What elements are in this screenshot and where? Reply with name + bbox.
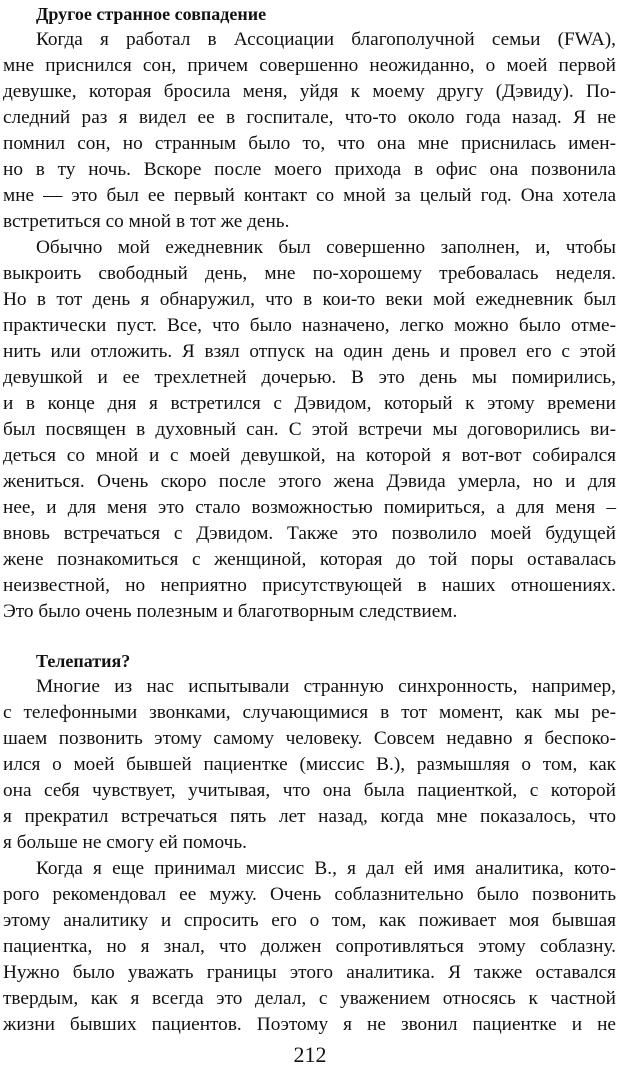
- text-line: жизни бывших пациентов. Поэтому я не звонил пациентке и не: [3, 1014, 616, 1035]
- text-line: она себя чувствует, учитывая, что она была пациенткой, с которой: [3, 780, 616, 801]
- text-line: нее, и для меня это стало возможностью помириться, а для меня –: [3, 497, 616, 518]
- text-line: неизвестной, но неприятно присутствующей в наших отношениях.: [3, 575, 616, 596]
- text-line: Это было очень полезным и благотворным следствием.: [3, 601, 458, 622]
- text-line: шаем позвонить этому самому человеку. Совсем недавно я беспоко-: [3, 728, 616, 749]
- text-line: твердым, как я всегда это делал, с уважением относясь к частной: [3, 988, 616, 1009]
- text-line: помнил сон, но странным было то, что она мне приснилась имен-: [3, 133, 616, 154]
- text-line: с телефонными звонками, случающимися в тот момент, как мы ре-: [3, 702, 616, 723]
- text-line: мне приснился сон, причем совершенно неожиданно, о моей первой: [3, 55, 616, 76]
- text-line: рого рекомендовал ее мужу. Очень соблазнительно было позвонить: [3, 884, 616, 905]
- text-line: встретиться со мной в тот же день.: [3, 211, 290, 232]
- text-line: жене познакомиться с женщиной, которая до той поры оставалась: [3, 549, 616, 570]
- text-line: нить или отложить. Я взял отпуск на один день и провел его с этой: [3, 341, 616, 362]
- page-number: 212: [293, 1042, 327, 1067]
- text-line: деться со мной и с моей девушкой, на которой я вот-вот собирался: [3, 445, 616, 466]
- section-heading-telepathy: Телепатия?: [36, 651, 131, 671]
- text-line: Обычно мой ежедневник был совершенно заполнен, и, чтобы: [36, 237, 616, 258]
- text-line: был посвящен в духовный сан. С этой встречи мы договорились ви-: [3, 419, 616, 440]
- text-line: вновь встречаться с Дэвидом. Также это позволило моей будущей: [3, 523, 616, 544]
- text-line: но в ту ночь. Вскоре после моего прихода в офис она позвонила: [3, 159, 616, 180]
- text-line: Многие из нас испытывали странную синхронность, например,: [36, 676, 616, 697]
- text-line: мне — это был ее первый контакт со мной за целый год. Она хотела: [3, 185, 616, 206]
- text-line: я прекратил встречаться пять лет назад, когда мне показалось, что: [3, 806, 616, 827]
- text-line: выкроить свободный день, мне по-хорошему требовалась неделя.: [3, 263, 616, 284]
- text-line: ился о моей бывшей пациентке (миссис В.), размышляя о том, как: [3, 754, 616, 775]
- text-line: Когда я еще принимал миссис В., я дал ей имя аналитика, кото-: [36, 858, 616, 879]
- text-line: я больше не смогу ей помочь.: [3, 832, 247, 853]
- section-heading-coincidence: Другое странное совпадение: [36, 4, 267, 24]
- text-line: пациентка, но я знал, что должен сопротивляться этому соблазну.: [3, 936, 616, 957]
- text-line: и в конце дня я встретился с Дэвидом, который к этому времени: [3, 393, 616, 414]
- text-line: жениться. Очень скоро после этого жена Дэвида умерла, но и для: [3, 471, 616, 492]
- text-line: этому аналитику и спросить его о том, как поживает моя бывшая: [3, 910, 616, 931]
- text-line: следний раз я видел ее в госпитале, что-то около года назад. Я не: [3, 107, 616, 128]
- text-line: практически пуст. Все, что было назначено, легко можно было отме-: [3, 315, 616, 336]
- text-line: девушкой и ее трехлетней дочерью. В это день мы помирились,: [3, 367, 616, 388]
- text-line: Но в тот день я обнаружил, что в кои-то веки мой ежедневник был: [3, 289, 616, 310]
- text-line: девушке, которая бросила меня, уйдя к моему другу (Дэвиду). По-: [3, 81, 616, 102]
- text-line: Нужно было уважать границы этого аналитика. Я также оставался: [3, 962, 616, 983]
- text-line: Когда я работал в Ассоциации благополучной семьи (FWA),: [36, 29, 616, 50]
